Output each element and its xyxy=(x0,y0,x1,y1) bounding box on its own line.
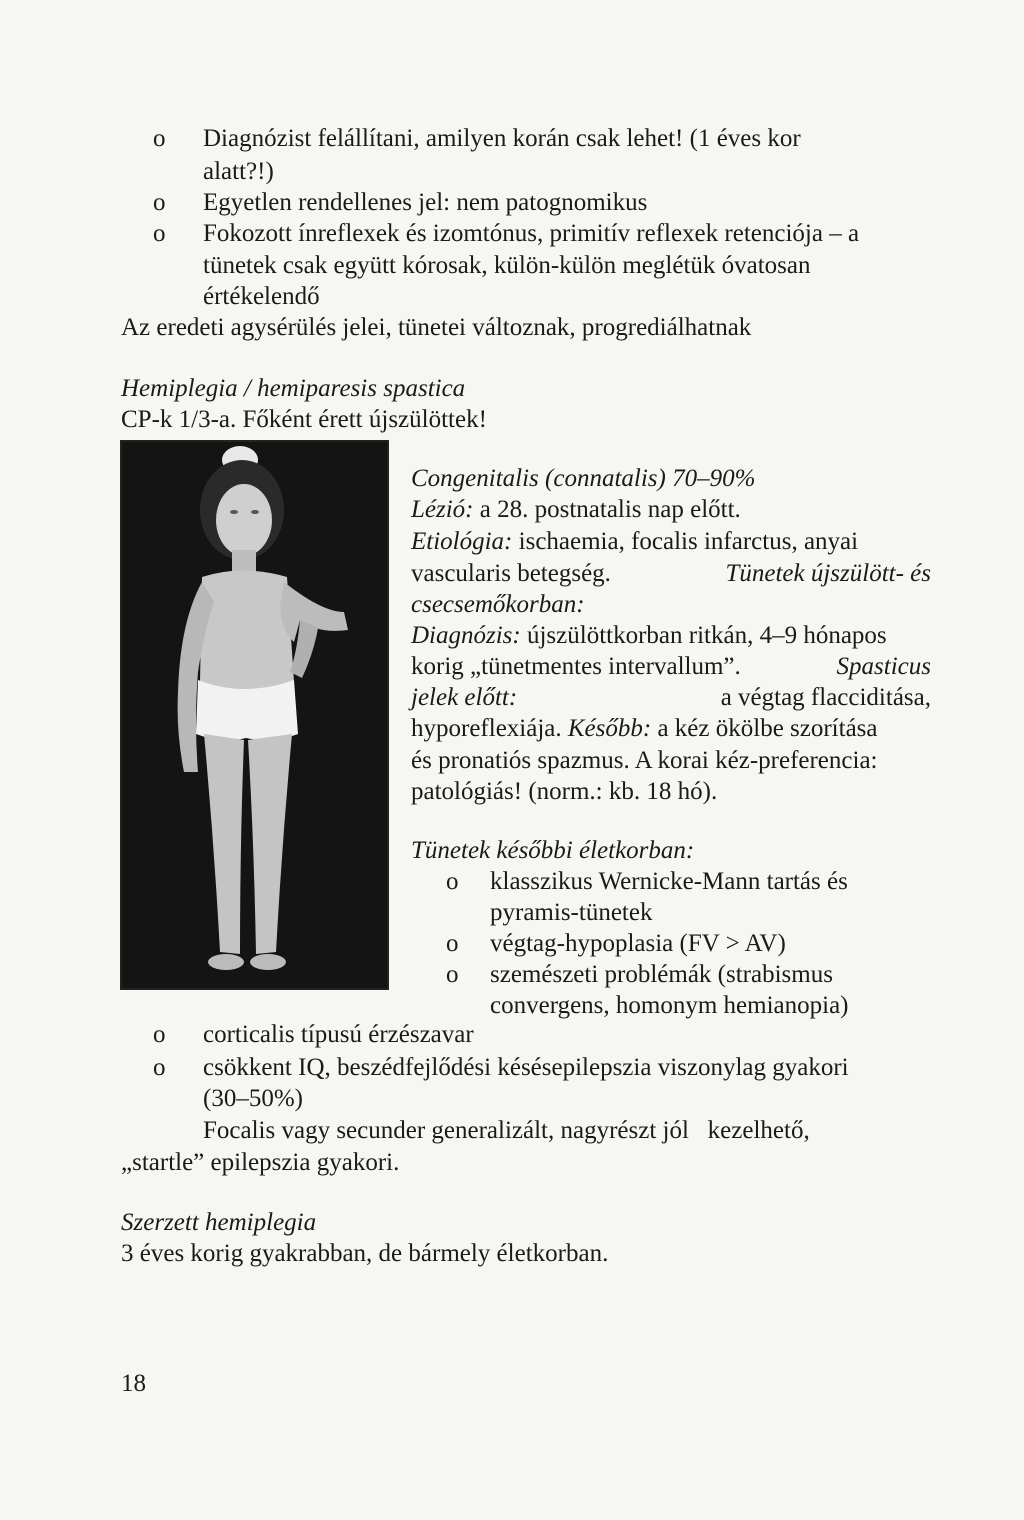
tunetek-label-2: csecsemőkorban: xyxy=(411,591,585,618)
later-item-text: végtag-hypoplasia (FV > AV) xyxy=(490,930,786,957)
page-number: 18 xyxy=(121,1370,146,1397)
bullet-marker: o xyxy=(153,125,166,152)
pronatio-line: és pronatiós spazmus. A korai kéz-preferencia: xyxy=(411,747,878,774)
etiologia-text-2: vascularis betegség. xyxy=(411,560,611,587)
bullet-marker: o xyxy=(153,1054,166,1081)
lezio-line xyxy=(411,494,741,525)
kesobb-label: Később: xyxy=(567,715,652,742)
later-heading: Tünetek későbbi életkorban: xyxy=(411,837,695,864)
bullet-text: corticalis típusú érzészavar xyxy=(203,1021,474,1048)
bullet-text: Egyetlen rendellenes jel: nem patognomikus xyxy=(203,189,648,216)
jelek-label: jelek előtt: xyxy=(411,684,518,711)
child-figure-image xyxy=(122,442,387,988)
later-item-text: klasszikus Wernicke-Mann tartás és xyxy=(490,868,848,895)
patient-photo xyxy=(120,440,389,990)
bullet-marker: o xyxy=(446,868,459,895)
hypo-line xyxy=(411,713,878,744)
lezio-label: Lézió: xyxy=(411,496,474,523)
diagnozis-line xyxy=(411,620,887,651)
hypo-text: hyporeflexiája. xyxy=(411,715,562,742)
etiologia-text: ischaemia, focalis infarctus, anyai xyxy=(512,528,859,555)
congenitalis-title: Congenitalis (connatalis) 70–90% xyxy=(411,465,756,492)
bullet-text: (30–50%) xyxy=(203,1085,303,1112)
intro-line: Az eredeti agysérülés jelei, tünetei változnak, progrediálhatnak xyxy=(121,314,752,341)
later-item-text: szemészeti problémák (strabismus xyxy=(490,961,833,988)
diagnozis-text-2: korig „tünetmentes intervallum”. xyxy=(411,653,741,680)
bullet-text: csökkent IQ, beszédfejlődési késésepilepszia viszonylag gyakori xyxy=(203,1054,849,1081)
lezio-text: a 28. postnatalis nap előtt. xyxy=(473,496,741,523)
tunetek-label: Tünetek újszülött- és xyxy=(725,560,931,587)
later-item-text: pyramis-tünetek xyxy=(490,899,653,926)
jelek-text: a végtag flacciditása, xyxy=(720,684,931,711)
diagnozis-label: Diagnózis: xyxy=(411,622,521,649)
spasticus-label: Spasticus xyxy=(836,653,931,680)
etiologia-line-2 xyxy=(411,558,931,589)
later-item-line xyxy=(490,866,931,897)
focalis-line: Focalis vagy secunder generalizált, nagyrészt jól kezelhető, xyxy=(203,1117,810,1144)
bullet-marker: o xyxy=(153,1021,166,1048)
etiologia-line xyxy=(411,526,858,557)
bullet-text: Diagnózist felállítani, amilyen korán csak lehet! (1 éves kor xyxy=(203,125,801,152)
etiologia-label: Etiológia: xyxy=(411,528,513,555)
bullet-marker: o xyxy=(446,961,459,988)
patologias-line: patológiás! (norm.: kb. 18 hó). xyxy=(411,778,718,805)
bullet-text: tünetek csak együtt kórosak, külön-külön meglétük óvatosan xyxy=(203,252,811,279)
section-heading: Hemiplegia / hemiparesis spastica xyxy=(121,375,466,402)
diagnozis-line-2 xyxy=(411,651,931,682)
diagnozis-text: újszülöttkorban ritkán, 4–9 hónapos xyxy=(520,622,887,649)
kesobb-text: a kéz ökölbe szorítása xyxy=(651,715,878,742)
focalis-line-2: „startle” epilepszia gyakori. xyxy=(121,1149,400,1176)
bullet-text: Fokozott ínreflexek és izomtónus, primitív reflexek retenciója – a xyxy=(203,220,860,247)
section-subline: CP-k 1/3-a. Főként érett újszülöttek! xyxy=(121,406,487,433)
szerzett-heading: Szerzett hemiplegia xyxy=(121,1209,317,1236)
bullet-text: értékelendő xyxy=(203,283,320,310)
szerzett-text: 3 éves korig gyakrabban, de bármely életkorban. xyxy=(121,1240,609,1267)
bullet-text: alatt?!) xyxy=(203,158,274,185)
bullet-marker: o xyxy=(153,220,166,247)
bullet-marker: o xyxy=(153,189,166,216)
bullet-marker: o xyxy=(446,930,459,957)
jelek-line xyxy=(411,682,931,713)
later-item-text: convergens, homonym hemianopia) xyxy=(490,992,849,1019)
